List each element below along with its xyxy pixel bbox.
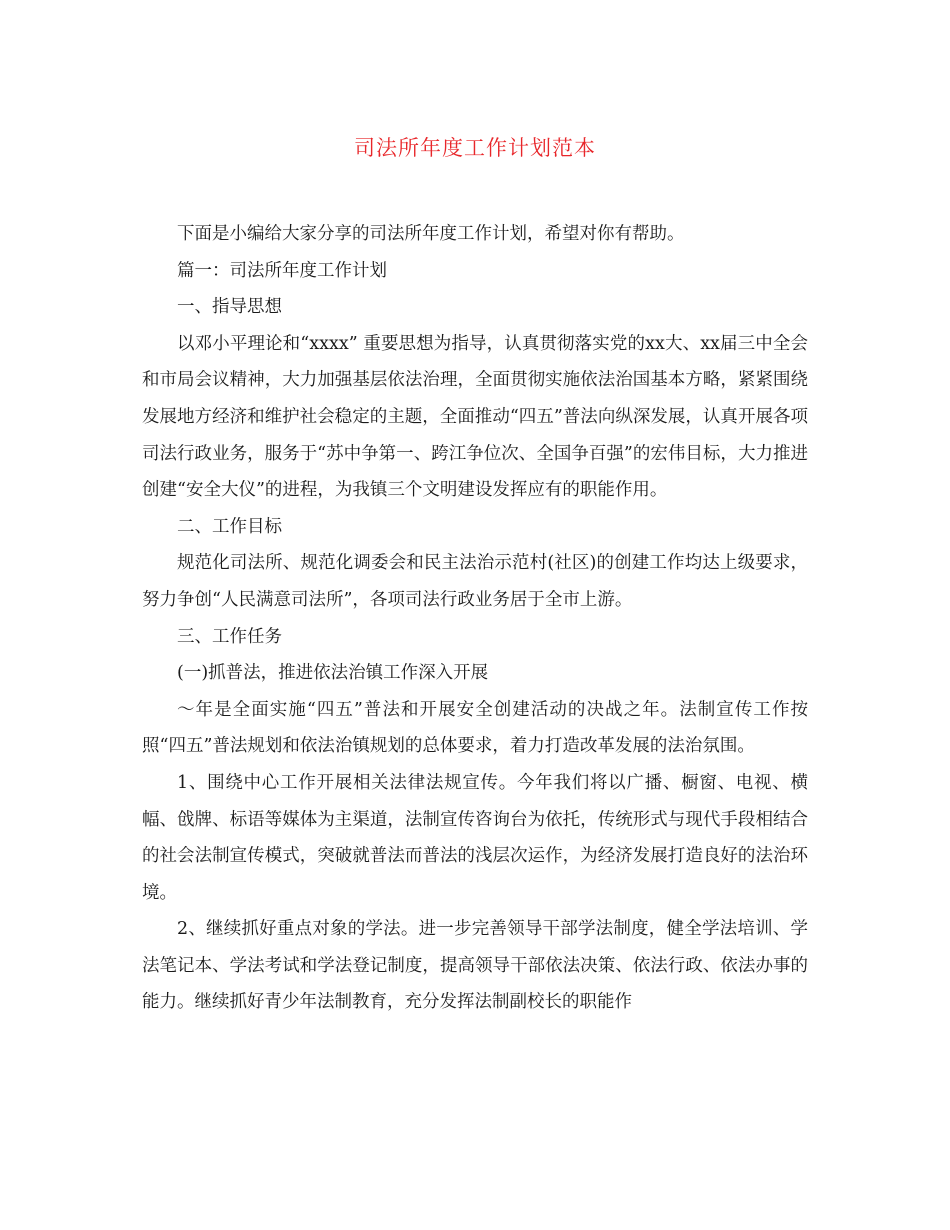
document-body [142,216,808,1021]
paragraph-section-heading: 篇一：司法所年度工作计划 [177,260,387,281]
paragraph-legal-education: ～年是全面实施“四五”普法和开展安全创建活动的决战之年。法制宣传工作按照“四五”普法规划和依法治镇规划的总体要求，着力打造改革发展的法治氛围。 [142,699,808,757]
paragraph-work-goals: 规范化司法所、规范化调委会和民主法治示范村(社区)的创建工作均达上级要求，努力争创“人民满意司法所”，各项司法行政业务居于全市上游。 [142,553,808,610]
paragraph-item-1: 1、围绕中心工作开展相关法律法规宣传。今年我们将以广播、橱窗、电视、横幅、戗牌、标语等媒体为主渠道，法制宣传咨询台为依托，传统形式与现代手段相结合的社会法制宣传模式，突破就普法而普法的浅层次运作，为经济发展打造良好的法治环境。 [142,772,808,903]
paragraph-heading-work-goals: 二、工作目标 [177,516,282,537]
paragraph-heading-work-tasks: 三、工作任务 [177,626,282,647]
paragraph-item-2: 2、继续抓好重点对象的学法。进一步完善领导干部学法制度，健全学法培训、学法笔记本、学法考试和学法登记制度，提高领导干部依法决策、依法行政、依法办事的能力。继续抓好青少年法制教育，充分发挥法制副校长的职能作 [142,919,808,1013]
document-title: 司法所年度工作计划范本 [354,136,596,160]
paragraph-subheading-legal-education: (一)抓普法，推进依法治镇工作深入开展 [177,663,489,684]
paragraph-heading-guiding-ideology: 一、指导思想 [177,297,282,318]
paragraph-guiding-ideology: 以邓小平理论和“xxxx” 重要思想为指导，认真贯彻落实党的xx大、xx届三中全会和市局会议精神，大力加强基层依法治理，全面贯彻实施依法治国基本方略，紧紧围绕发展地方经济和维护社会稳定的主题，全面推动“四五”普法向纵深发展，认真开展各项司法行政业务，服务于“苏中争第一、跨江争位次、全国争百强”的宏伟目标，大力推进创建“安全大仪”的进程，为我镇三个文明建设发挥应有的职能作用。 [142,333,808,501]
paragraph-intro: 下面是小编给大家分享的司法所年度工作计划，希望对你有帮助。 [177,224,685,244]
